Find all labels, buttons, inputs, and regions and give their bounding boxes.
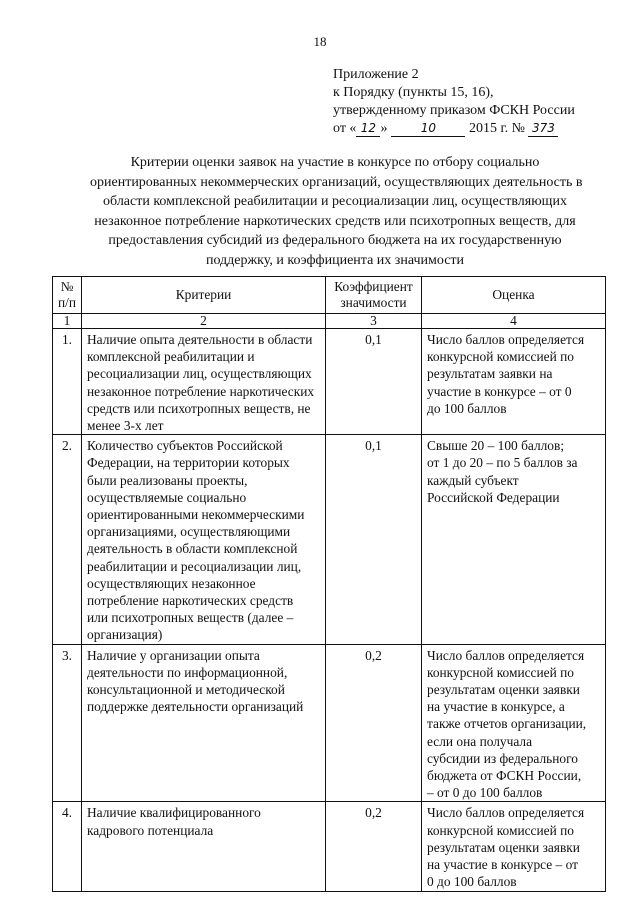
title-line: ориентированных некоммерческих организаций, осуществляющих деятельность в [90,174,583,190]
column-index: 4 [422,314,606,329]
column-index: 1 [53,314,82,329]
header-number: № п/п [53,277,82,314]
row-coefficient: 0,1 [326,329,422,435]
date-year: 2015 г. № [468,121,525,136]
header-coefficient: Коэффициент значимости [326,277,422,314]
row-rating: Свыше 20 – 100 баллов; от 1 до 20 – по 5 баллов за каждый субъект Российской Федерации [422,435,606,644]
criteria-table [52,276,606,892]
title-line: предоставления субсидий из федерального бюджета на их государственную [108,233,562,248]
table-header-row [53,277,606,314]
document-title [90,153,583,270]
column-index-row [53,314,606,329]
row-coefficient: 0,2 [326,644,422,802]
column-index: 3 [326,314,422,329]
title-line: поддержку, и коэффициента их значимости [205,252,465,268]
appendix-reference: к Порядку (пункты 15, 16), [333,85,494,100]
row-criteria: Количество субъектов Российской Федерации, на территории которых были реализованы проекты, осуществляемые социально ориентированными некоммерческими организациями, осуществляющими деятельность в области комплексной реабилитации и ресоциализации лиц, осуществляющих незаконное потребление наркотических средств или психотропных веществ (далее – организация) [82,435,326,644]
column-index: 2 [82,314,326,329]
date-month: 10 [391,121,465,137]
header-rating: Оценка [422,277,606,314]
date-day: 12 [356,121,380,137]
row-number: 4. [53,802,82,891]
date-mid: » [380,121,388,136]
row-number: 3. [53,644,82,802]
appendix-approval: утвержденному приказом ФСКН России [333,103,575,118]
date-prefix: от « [333,121,357,136]
header-criteria: Критерии [82,277,326,314]
row-criteria: Наличие опыта деятельности в области комплексной реабилитации и ресоциализации лиц, осуществляющих незаконное потребление наркотических средств или психотропных веществ, не менее 3-х лет [82,329,326,435]
order-number: 373 [528,121,558,137]
title-line: Критерии оценки заявок на участие в конкурсе по отбору социально [130,155,540,170]
appendix-title: Приложение 2 [333,67,419,82]
title-line: незаконное потребление наркотических средств или психотропных веществ, для [94,213,576,229]
table-row [53,435,606,644]
row-coefficient: 0,2 [326,802,422,891]
row-coefficient: 0,1 [326,435,422,644]
row-rating: Число баллов определяется конкурсной комиссией по результатам оценки заявки на участие в конкурсе, а также отчетов организации, если она получала субсидии из федерального бюджета от ФСКН России, – от 0 до 100 баллов [422,644,606,802]
table-row [53,329,606,435]
table-row [53,802,606,891]
row-criteria: Наличие квалифицированного кадрового потенциала [82,802,326,891]
row-rating: Число баллов определяется конкурсной комиссией по результатам заявки на участие в конкурсе – от 0 до 100 баллов [422,329,606,435]
title-line: области комплексной реабилитации и ресоциализации лиц, осуществляющих [103,194,567,209]
appendix-header [333,66,633,138]
row-criteria: Наличие у организации опыта деятельности по информационной, консультационной и методической поддержке деятельности организаций [82,644,326,802]
page-number: 18 [313,34,327,49]
table-row [53,644,606,802]
row-number: 2. [53,435,82,644]
appendix-date-line [333,120,633,138]
row-rating: Число баллов определяется конкурсной комиссией по результатам оценки заявки на участие в конкурсе – от 0 до 100 баллов [422,802,606,891]
row-number: 1. [53,329,82,435]
